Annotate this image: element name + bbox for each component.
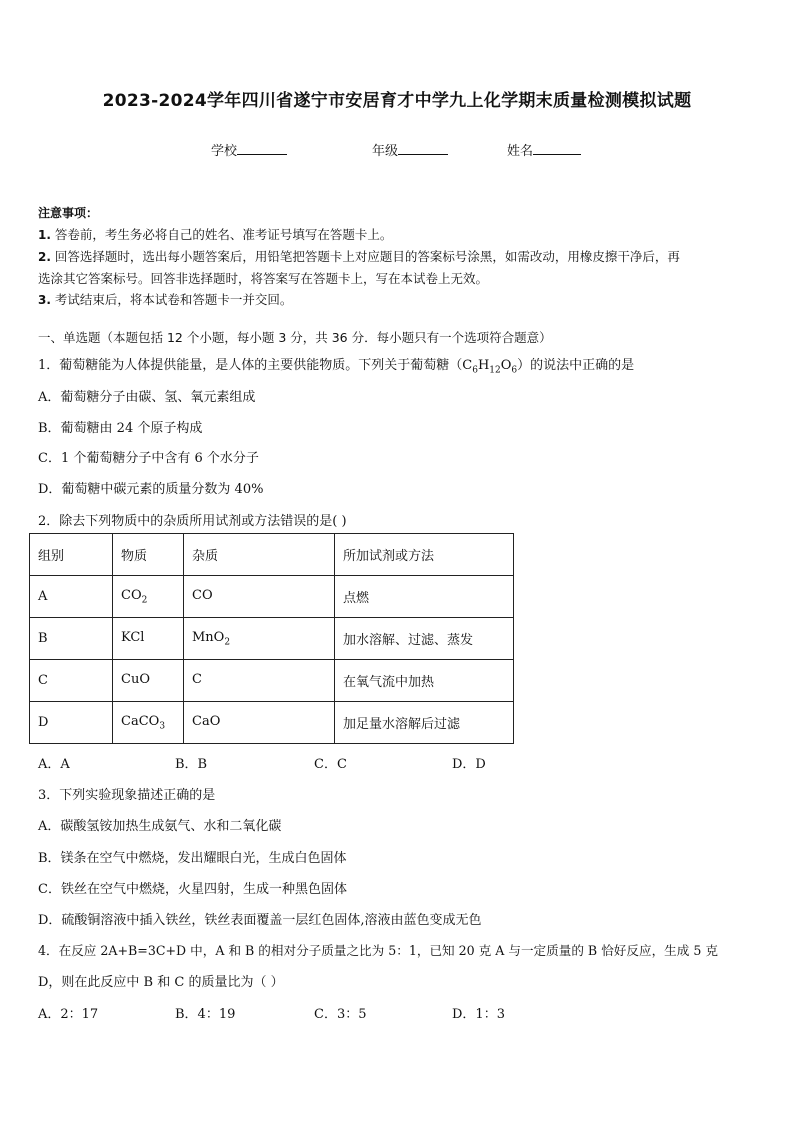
name-field[interactable] [507, 140, 581, 159]
school-label: 学校 [211, 144, 238, 159]
q1-option-d[interactable]: D．葡萄糖中碳元素的质量分数为 40% [38, 482, 264, 497]
q3-option-a[interactable]: A．碳酸氢铵加热生成氨气、水和二氧化碳 [38, 819, 282, 834]
notice-item-2: 2. 回答选择题时，选出每小题答案后，用铅笔把答题卡上对应题目的答案标号涂黑，如需改动，用橡皮擦干净后，再 [38, 249, 680, 264]
q2-table [29, 533, 514, 744]
row-substance: CaCO$_3$ [113, 702, 184, 744]
row-substance: CuO [113, 660, 184, 702]
header-impurity: 杂质 [184, 534, 335, 576]
grade-label: 年级 [372, 144, 399, 159]
row-group: D [30, 702, 113, 744]
row-method: 加水溶解、过滤、蒸发 [335, 618, 514, 660]
notice-heading: 注意事项： [38, 206, 99, 220]
table-row [30, 618, 514, 660]
notice-block [38, 203, 758, 311]
q3-option-b[interactable]: B．镁条在空气中燃烧，发出耀眼白光，生成白色固体 [38, 851, 347, 866]
notice-item-1: 1. 答卷前，考生务必将自己的姓名、准考证号填写在答题卡上。 [38, 227, 393, 242]
q1-stem: 1．葡萄糖能为人体提供能量，是人体的主要供能物质。下列关于葡萄糖$(C_6H_{12}O_6)$的说法中正确的是 [38, 358, 635, 376]
row-substance: KCl [113, 618, 184, 660]
grade-blank[interactable] [398, 141, 448, 155]
q2-options [38, 753, 758, 771]
q4-option-b[interactable]: B．4：19 [175, 1007, 236, 1022]
table-row [30, 660, 514, 702]
header-group: 组别 [30, 534, 113, 576]
q2-option-d[interactable]: D．D [452, 757, 486, 772]
header-substance: 物质 [113, 534, 184, 576]
section-heading: 一、单选题（本题包括 12 个小题，每小题 3 分，共 36 分．每小题只有一个选项符合题意） [38, 330, 552, 345]
header-method: 所加试剂或方法 [335, 534, 514, 576]
q4-option-c[interactable]: C．3：5 [314, 1007, 367, 1022]
school-blank[interactable] [237, 141, 287, 155]
q2-option-c[interactable]: C．C [314, 757, 347, 772]
notice-item-2-cont: 选涂其它答案标号。回答非选择题时，将答案写在答题卡上，写在本试卷上无效。 [38, 271, 489, 286]
q1-option-c[interactable]: C．1 个葡萄糖分子中含有 6 个水分子 [38, 451, 259, 466]
row-group: C [30, 660, 113, 702]
table-row [30, 576, 514, 618]
q3-stem: 3．下列实验现象描述正确的是 [38, 788, 216, 803]
row-impurity: CO [184, 576, 335, 618]
row-substance: $CO_2$ [113, 576, 184, 618]
row-impurity: C [184, 660, 335, 702]
table-header-row [30, 534, 514, 576]
row-group: A [30, 576, 113, 618]
row-group: B [30, 618, 113, 660]
school-field[interactable] [211, 140, 287, 159]
q2-option-a[interactable]: A．A [38, 757, 70, 772]
grade-field[interactable] [372, 140, 448, 159]
q4-option-d[interactable]: D．1：3 [452, 1007, 505, 1022]
q4-options [38, 1003, 758, 1021]
q4-stem-line1: 4．在反应 2A+B=3C+D 中，A 和 B 的相对分子质量之比为 5：1，已知 20 克 A 与一定质量的 B 恰好反应，生成 5 克 [38, 943, 718, 958]
name-label: 姓名 [507, 144, 534, 159]
row-method: 在氧气流中加热 [335, 660, 514, 702]
q3-option-d[interactable]: D．硫酸铜溶液中插入铁丝，铁丝表面覆盖一层红色固体,溶液由蓝色变成无色 [38, 913, 482, 928]
row-impurity: MnO$_2$ [184, 618, 335, 660]
row-impurity: CaO [184, 702, 335, 744]
notice-item-3: 3. 考试结束后，将本试卷和答题卡一并交回。 [38, 292, 293, 307]
q4-option-a[interactable]: A．2：17 [38, 1007, 99, 1022]
q3-option-c[interactable]: C．铁丝在空气中燃烧，火星四射，生成一种黑色固体 [38, 882, 347, 897]
row-method: 加足量水溶解后过滤 [335, 702, 514, 744]
table-row [30, 702, 514, 744]
q4-stem-line2: D，则在此反应中 B 和 C 的质量比为（ ） [38, 975, 284, 990]
q2-option-b[interactable]: B．B [175, 757, 208, 772]
row-method: 点燃 [335, 576, 514, 618]
q1-option-a[interactable]: A．葡萄糖分子由碳、氢、氧元素组成 [38, 390, 256, 405]
q2-stem: 2．除去下列物质中的杂质所用试剂或方法错误的是( ) [38, 514, 347, 529]
page-title: 2023-2024学年四川省遂宁市安居育才中学九上化学期末质量检测模拟试题 [102, 91, 692, 111]
q1-option-b[interactable]: B．葡萄糖由 24 个原子构成 [38, 421, 203, 436]
name-blank[interactable] [533, 141, 581, 155]
